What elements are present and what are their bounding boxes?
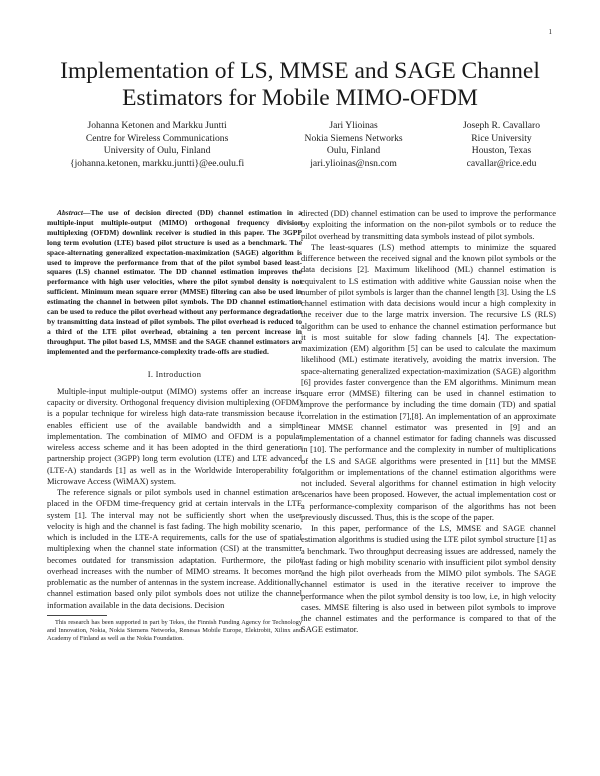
author-location: University of Oulu, Finland <box>103 145 211 157</box>
author-name: Johanna Ketonen and Markku Juntti <box>87 120 227 131</box>
author-group-1 <box>70 120 244 170</box>
author-email: cavallar@rice.edu <box>466 157 537 169</box>
title-line-2: Estimators for Mobile MIMO-OFDM <box>122 85 478 111</box>
funding-footnote: This research has been supported in part by Tekes, the Finnish Funding Agency for Technology and Innovation, Nokia, Nokia Siemens Networks, Renesas Mobile Europe, Elektrobit, Xilinx and Academy of Finland as well as the Nokia Foundation. <box>47 618 302 642</box>
author-email: jari.ylioinas@nsn.com <box>310 157 397 169</box>
paper-title <box>40 58 560 112</box>
author-affiliation: Centre for Wireless Communications <box>85 132 229 144</box>
section-heading: I. Introduction <box>147 368 202 379</box>
intro-paragraph-1: Multiple-input multiple-output (MIMO) systems offer an increase in capacity or diversity. Orthogonal frequency division multiplexing (OFDM) is a popular technique for wireless high data-rate transmission because it enables efficient use of the available bandwidth and a simple implementation. The combination of MIMO and OFDM is a popular wireless access scheme and it has been adopted in the third generation partnership project (3GPP) long term evolution (LTE) and LTE advanced (LTE-A) standards [1] as well as in the Worldwide Interoperability for Microwave Access (WiMAX) system. <box>47 385 302 486</box>
abstract <box>47 208 302 357</box>
intro-paragraph-2: The reference signals or pilot symbols used in channel estimation are placed in the OFDM time-frequency grid at certain intervals in the LTE system [1]. The interval may not be sufficiently short when the user velocity is high and the channel is fast fading. The high mobility scenario, which is included in the LTE-A requirements, calls for the use of spatial multiplexing when the channel state information (CSI) at the transmitter becomes outdated for transmission adaptation. Furthermore, the pilot overhead increases with the number of MIMO streams. It becomes more problematic as the number of antennas in the system increase. Additionally, channel estimation based only pilot symbols does not utilize the channel information available in the data decisions. Decision <box>47 487 302 610</box>
author-group-3 <box>463 120 540 170</box>
title-line-1: Implementation of LS, MMSE and SAGE Channel <box>60 58 540 84</box>
author-location: Houston, Texas <box>471 145 532 157</box>
author-affiliation: Rice University <box>471 132 532 144</box>
footnote-divider <box>47 615 107 616</box>
abstract-label: Abstract <box>57 208 83 217</box>
author-name: Joseph R. Cavallaro <box>462 120 540 131</box>
author-location: Oulu, Finland <box>326 145 381 157</box>
author-email: {johanna.ketonen, markku.juntti}@ee.oulu.fi <box>70 157 245 169</box>
author-block <box>70 120 540 170</box>
body-paragraph-related-work: The least-squares (LS) method attempts to minimize the squared difference between the received signal and the known pilot symbols or the data decisions [2]. Maximum likelihood (ML) channel estimation is equivalent to LS estimation with additive white Gaussian noise when the number of pilot symbols is larger than the channel length [3]. Using the LS channel estimation with data decisions would incur a high complexity in the receiver due to the large matrix inversion. The recursive LS (RLS) algorithm can be used to enhance the channel estimation performance but it is most suitable for slow fading channels [4]. The expectation-maximization (EM) algorithm [5] can be used to calculate the maximum likelihood (ML) estimate iteratively, avoiding the matrix inversion. The space-alternating generalized expectation-maximization (SAGE) algorithm [6] provides faster convergence than the EM algorithms. Minimum mean square error (MMSE) filtering can be used in channel estimation to improve the performance by including the time domain (TD) and spatial correlation in the estimation [7],[8]. An implementation of an approximate linear MMSE channel estimator was presented in [9] and an implementation of a channel estimator for fading channels was discussed in [10]. The performance and the complexity in number of multiplications of the LS and SAGE algorithms were presented in [11] but the MMSE algorithm or implementations of the channel estimation algorithms were not included. Several algorithms for channel estimation in high velocity scenarios have been proposed. However, the actual implementation cost or a performance-complexity comparison of the algorithms has not been previously discussed. Thus, this is the scope of the paper. <box>301 241 556 522</box>
right-column <box>301 208 556 636</box>
body-paragraph-continued: directed (DD) channel estimation can be used to improve the performance by exploiting the information on the non-pilot symbols or to reduce the pilot overhead by transmitting data symbols instead of pilot symbols. <box>301 208 556 241</box>
left-column <box>47 208 302 643</box>
page-number: 1 <box>548 28 552 36</box>
body-paragraph-contribution: In this paper, performance of the LS, MMSE and SAGE channel estimation algorithms is studied using the LTE pilot symbol structure [1] as a benchmark. Two throughput decreasing issues are addressed, namely the fast fading or high mobility scenario with insufficient pilot symbol density and the high pilot overheads from the MIMO pilot symbols. The SAGE channel estimator is used in the iterative receiver to improve the performance when the pilot symbol density is too low, i.e, in high velocity cases. MMSE filtering is also used in between pilot symbols to improve the channel estimates and the performance is compared to that of the SAGE estimator. <box>301 523 556 635</box>
abstract-text: —The use of decision directed (DD) channel estimation in a multiple-input multiple-output (MIMO) orthogonal frequency division multiplexing (OFDM) downlink receiver is studied in this paper. The 3GPP long term evolution (LTE) based pilot structure is used as a benchmark. The space-alternating generalized expectation-maximization (SAGE) algorithm is used to improve the performance from that of the pilot symbol based least-squares (LS) channel estimator. The DD channel estimation improves the performance with high user velocities, where the pilot symbol density is not sufficient. Minimum mean square error (MMSE) filtering can also be used in estimating the channel in between pilot symbols. The DD channel estimation can be used to reduce the pilot overhead without any performance degradation by transmitting data instead of pilot symbols. The pilot overhead is reduced to a third of the LTE pilot overhead, obtaining a ten percent increase in throughput. The pilot based LS, MMSE and the SAGE channel estimators are implemented and the performance-complexity trade-offs are studied. <box>47 208 302 356</box>
author-affiliation: Nokia Siemens Networks <box>304 132 403 144</box>
author-name: Jari Ylioinas <box>329 120 378 131</box>
author-group-2 <box>305 120 403 170</box>
